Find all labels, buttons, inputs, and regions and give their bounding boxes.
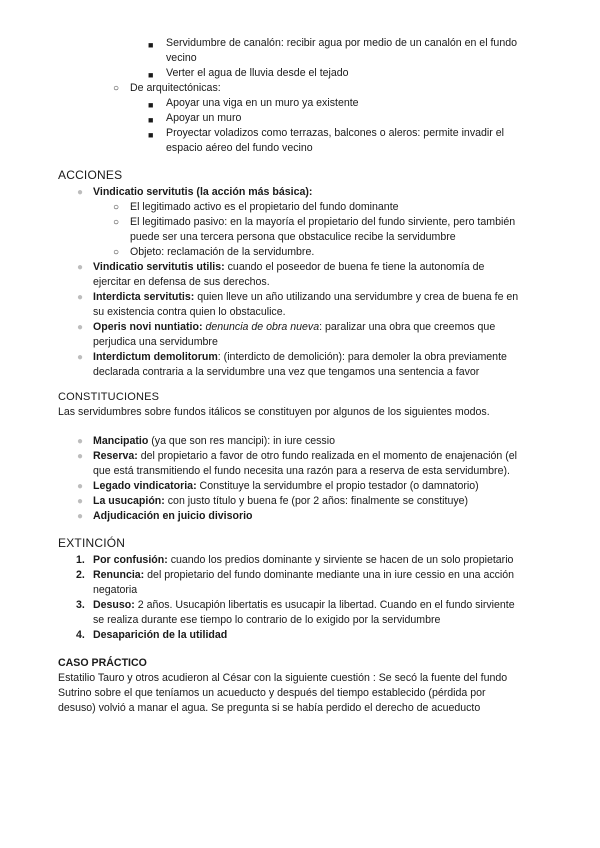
list-item-title: Desaparición de la utilidad bbox=[93, 629, 228, 641]
circle-bullet: ○ bbox=[113, 202, 120, 213]
list-item: Objeto: reclamación de la servidumbre. bbox=[130, 246, 315, 258]
dot-bullet: ● bbox=[77, 511, 84, 522]
list-number: 3. bbox=[76, 599, 85, 611]
list-item bbox=[93, 598, 515, 613]
list-item bbox=[93, 449, 517, 464]
list-item-continuation: su existencia contra quien lo obstaculice. bbox=[93, 306, 286, 318]
circle-bullet: ○ bbox=[113, 217, 120, 228]
list-item-continuation: que está transmitiendo el fundo necesita una razón para a reserva de esta servidumbre). bbox=[93, 465, 510, 477]
list-item bbox=[93, 568, 514, 583]
list-item-title: Vindicatio servitutis utilis: bbox=[93, 261, 225, 273]
list-item bbox=[93, 320, 495, 335]
list-item-text: del propietario del fundo dominante mediante una in iure cessio en una acción bbox=[144, 569, 515, 581]
list-item-title: Operis novi nuntiatio: bbox=[93, 321, 203, 333]
list-item-continuation: negatoria bbox=[93, 584, 138, 596]
list-item bbox=[93, 479, 479, 494]
circle-bullet: ○ bbox=[113, 83, 120, 94]
list-number: 1. bbox=[76, 554, 85, 566]
list-item-text: 2 años. Usucapión libertatis es usucapir la libertad. Cuando en el fundo sirviente bbox=[134, 599, 515, 611]
square-bullet: ■ bbox=[148, 115, 154, 125]
list-item-text: cuando los predios dominante y sirviente se hacen de un solo propietario bbox=[167, 554, 514, 566]
list-item-continuation: ejercitar en defensa de sus derechos. bbox=[93, 276, 270, 288]
list-number: 4. bbox=[76, 629, 85, 641]
list-item-continuation: perjudica una servidumbre bbox=[93, 336, 218, 348]
list-item-italic: denuncia de obra nueva bbox=[205, 321, 320, 333]
list-item: Servidumbre de canalón: recibir agua por medio de un canalón en el fundo bbox=[166, 37, 518, 49]
dot-bullet: ● bbox=[77, 451, 84, 462]
dot-bullet: ● bbox=[77, 187, 84, 198]
list-item-text: con justo título y buena fe (por 2 años: finalmente se constituye) bbox=[164, 495, 469, 507]
list-item-continuation: vecino bbox=[166, 52, 197, 64]
paragraph-line: Estatilio Tauro y otros acudieron al César con la siguiente cuestión : Se secó la fuente del fundo bbox=[58, 672, 508, 684]
list-item-text: quien lleve un año utilizando una servidumbre y crea de buena fe en bbox=[197, 291, 519, 303]
dot-bullet: ● bbox=[77, 352, 84, 363]
square-bullet: ■ bbox=[148, 100, 154, 110]
dot-bullet: ● bbox=[77, 322, 84, 333]
list-item-title: La usucapión: bbox=[93, 495, 165, 507]
list-item bbox=[93, 553, 513, 568]
section-heading-caso-practico: CASO PRÁCTICO bbox=[58, 657, 147, 669]
list-item-continuation: puede ser una tercera persona que obstaculice recibe la servidumbre bbox=[130, 231, 456, 243]
dot-bullet: ● bbox=[77, 481, 84, 492]
list-item: De arquitectónicas: bbox=[130, 82, 221, 94]
section-heading-acciones: ACCIONES bbox=[58, 168, 123, 182]
list-item-title: Desuso: bbox=[93, 599, 135, 611]
list-item: El legitimado activo es el propietario del fundo dominante bbox=[130, 201, 399, 213]
section-heading-constituciones: CONSTITUCIONES bbox=[58, 391, 160, 403]
list-number: 2. bbox=[76, 569, 85, 581]
list-item bbox=[93, 434, 335, 449]
list-item-text: Constituye la servidumbre el propio testador (o damnatorio) bbox=[196, 480, 479, 492]
list-item-continuation: se realiza durante ese tiempo lo contrario de lo exigido por la servidumbre bbox=[93, 614, 441, 626]
paragraph: Las servidumbres sobre fundos itálicos se constituyen por algunos de los siguientes modos. bbox=[58, 406, 490, 418]
list-item-continuation: espacio aéreo del fundo vecino bbox=[166, 142, 313, 154]
list-item: Proyectar voladizos como terrazas, balcones o aleros: permite invadir el bbox=[166, 127, 504, 139]
paragraph-line: desuso) volvió a manar el agua. Se pregunta si se había perdido el derecho de acueducto bbox=[58, 702, 481, 714]
list-item-text: cuando el poseedor de buena fe tiene la autonomía de bbox=[227, 261, 485, 273]
list-item-text: : paralizar una obra que creemos que bbox=[319, 321, 496, 333]
square-bullet: ■ bbox=[148, 130, 154, 140]
list-item bbox=[93, 350, 507, 365]
list-item-title: Reserva: bbox=[93, 450, 138, 462]
dot-bullet: ● bbox=[77, 262, 84, 273]
list-item-text: del propietario a favor de otro fundo realizada en el momento de enajenación (el bbox=[137, 450, 518, 462]
list-item bbox=[93, 494, 468, 509]
paragraph-line: Sutrino sobre el que teníamos un acueducto y después del tiempo establecido (pérdida por bbox=[58, 687, 486, 699]
list-item bbox=[93, 290, 518, 305]
list-item bbox=[93, 260, 484, 275]
list-item: Apoyar una viga en un muro ya existente bbox=[166, 97, 359, 109]
dot-bullet: ● bbox=[77, 292, 84, 303]
section-heading-extincion: EXTINCIÓN bbox=[58, 536, 126, 550]
list-item: Apoyar un muro bbox=[166, 112, 242, 124]
dot-bullet: ● bbox=[77, 496, 84, 507]
list-item-title: Vindicatio servitutis (la acción más básica): bbox=[93, 186, 313, 198]
list-item-title: Adjudicación en juicio divisorio bbox=[93, 510, 253, 522]
list-item-title: Renuncia: bbox=[93, 569, 145, 581]
list-item-title: Mancipatio bbox=[93, 435, 149, 447]
list-item-title: Interdictum demolitorum bbox=[93, 351, 218, 363]
list-item-text: (ya que son res mancipi): in iure cessio bbox=[148, 435, 335, 447]
list-item: El legitimado pasivo: en la mayoría el propietario del fundo sirviente, pero también bbox=[130, 216, 516, 228]
circle-bullet: ○ bbox=[113, 247, 120, 258]
dot-bullet: ● bbox=[77, 436, 84, 447]
list-item-title: Por confusión: bbox=[93, 554, 168, 566]
list-item-title: Legado vindicatoria: bbox=[93, 480, 197, 492]
list-item-text: : (interdicto de demolición): para demoler la obra previamente bbox=[217, 351, 507, 363]
list-item-title: Interdicta servitutis: bbox=[93, 291, 195, 303]
list-item: Verter el agua de lluvia desde el tejado bbox=[166, 67, 349, 79]
square-bullet: ■ bbox=[148, 40, 154, 50]
list-item-continuation: declarada contraria a la servidumbre una vez que tengamos una sentencia a favor bbox=[93, 366, 480, 378]
square-bullet: ■ bbox=[148, 70, 154, 80]
